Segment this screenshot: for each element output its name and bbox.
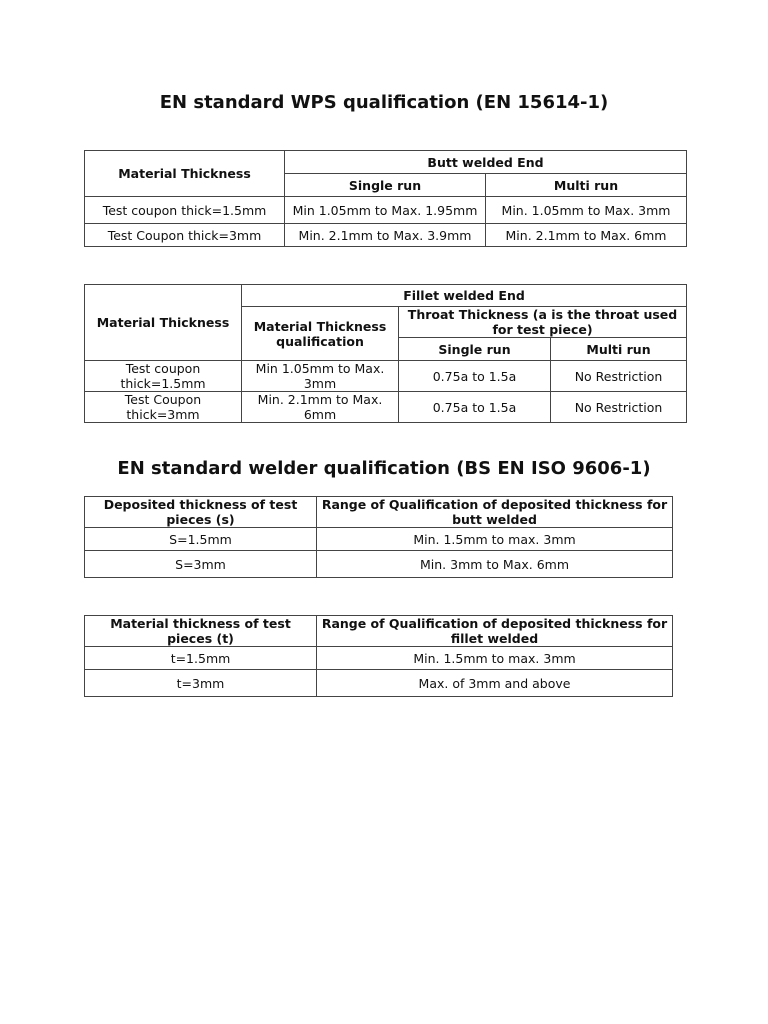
material-thickness-header: Material Thickness <box>85 151 285 197</box>
range-cell: Min. 1.5mm to max. 3mm <box>317 528 673 551</box>
thickness-cell: S=1.5mm <box>85 528 317 551</box>
multi-run-cell: No Restriction <box>551 361 687 392</box>
multi-run-cell: No Restriction <box>551 392 687 423</box>
fillet-welded-end-header: Fillet welded End <box>242 285 687 307</box>
table-row <box>85 647 673 670</box>
multi-run-cell: Min. 2.1mm to Max. 6mm <box>486 224 687 247</box>
thickness-cell: Test Coupon thick=3mm <box>85 392 242 423</box>
material-thickness-header: Material Thickness <box>85 285 242 361</box>
table-row <box>85 361 687 392</box>
single-run-cell: 0.75a to 1.5a <box>399 361 551 392</box>
range-cell: Min. 3mm to Max. 6mm <box>317 551 673 578</box>
thickness-cell: t=1.5mm <box>85 647 317 670</box>
single-run-header: Single run <box>399 338 551 361</box>
thickness-cell: Test coupon thick=1.5mm <box>85 361 242 392</box>
butt-welded-table <box>84 150 687 247</box>
multi-run-header: Multi run <box>551 338 687 361</box>
wps-qualification-title: EN standard WPS qualification (EN 15614-1) <box>159 92 609 113</box>
qualification-range-header: Range of Qualification of deposited thickness for fillet welded <box>317 616 673 647</box>
fillet-welded-table <box>84 284 687 423</box>
range-cell: Min. 1.5mm to max. 3mm <box>317 647 673 670</box>
throat-thickness-header: Throat Thickness (a is the throat used for test piece) <box>399 307 687 338</box>
thickness-cell: t=3mm <box>85 670 317 697</box>
table-row <box>85 392 687 423</box>
deposited-butt-table <box>84 496 673 578</box>
table-row <box>85 551 673 578</box>
deposited-thickness-header: Deposited thickness of test pieces (s) <box>85 497 317 528</box>
qualification-cell: Min. 2.1mm to Max. 6mm <box>242 392 399 423</box>
single-run-cell: 0.75a to 1.5a <box>399 392 551 423</box>
qualification-cell: Min 1.05mm to Max. 3mm <box>242 361 399 392</box>
thickness-cell: S=3mm <box>85 551 317 578</box>
multi-run-cell: Min. 1.05mm to Max. 3mm <box>486 197 687 224</box>
butt-welded-end-header: Butt welded End <box>285 151 687 174</box>
thickness-qualification-header: Material Thickness qualification <box>242 307 399 361</box>
table-row <box>85 197 687 224</box>
table-row <box>85 670 673 697</box>
single-run-cell: Min. 2.1mm to Max. 3.9mm <box>285 224 486 247</box>
deposited-fillet-table <box>84 615 673 697</box>
thickness-cell: Test coupon thick=1.5mm <box>85 197 285 224</box>
qualification-range-header: Range of Qualification of deposited thickness for butt welded <box>317 497 673 528</box>
material-thickness-header: Material thickness of test pieces (t) <box>85 616 317 647</box>
multi-run-header: Multi run <box>486 174 687 197</box>
range-cell: Max. of 3mm and above <box>317 670 673 697</box>
welder-qualification-title: EN standard welder qualification (BS EN ISO 9606-1) <box>117 458 651 479</box>
thickness-cell: Test Coupon thick=3mm <box>85 224 285 247</box>
single-run-header: Single run <box>285 174 486 197</box>
table-row <box>85 528 673 551</box>
table-row <box>85 224 687 247</box>
single-run-cell: Min 1.05mm to Max. 1.95mm <box>285 197 486 224</box>
